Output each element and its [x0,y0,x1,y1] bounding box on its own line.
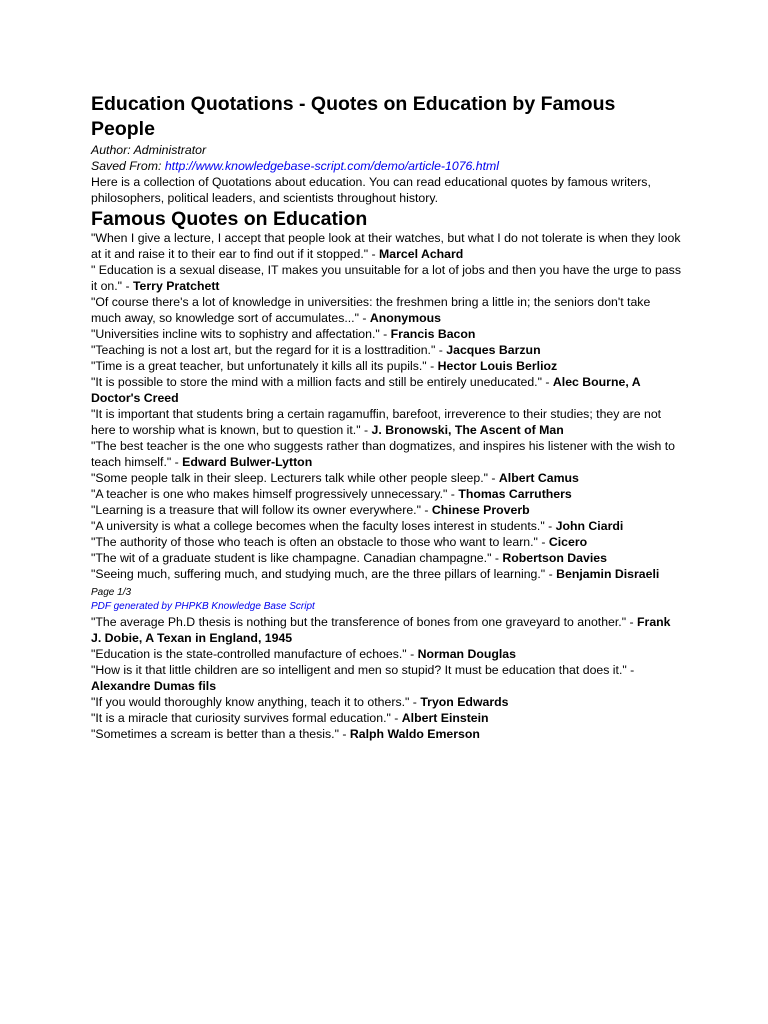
quote-author: Norman Douglas [417,647,516,661]
quote-author: Cicero [548,535,588,549]
quote-author: Robertson Davies [502,551,607,565]
saved-from-link[interactable]: http://www.knowledgebase-script.com/demo/article-1076.html [164,159,500,173]
quote-text: "The authority of those who teach is often an obstacle to those who want to learn." - [91,535,549,549]
quote-author: Terry Pratchett [132,279,220,293]
generated-by-note: PDF generated by PHPKB Knowledge Base Script [91,601,315,612]
quote-item [91,406,681,438]
saved-from-line [91,158,681,174]
quote-item [91,726,681,742]
quote-author: Ralph Waldo Emerson [349,727,480,741]
quote-author: Marcel Achard [379,247,464,261]
quote-text: "Some people talk in their sleep. Lecturers talk while other people sleep." - [91,471,499,485]
quote-item [91,326,681,342]
quote-text: "If you would thoroughly know anything, teach it to others." - [91,695,421,709]
quote-item [91,294,681,326]
quote-text: "The wit of a graduate student is like champagne. Canadian champagne." - [91,551,503,565]
page-footer [91,586,681,614]
document-content [91,92,681,742]
quote-author: Anonymous [369,311,441,325]
quote-author: Frank J. Dobie, A Texan in England, 1945 [91,615,671,645]
quote-author: Thomas Carruthers [458,487,572,501]
page-title: Education Quotations - Quotes on Education by Famous People [91,93,616,140]
quote-author: Albert Camus [498,471,579,485]
quote-list-page-1 [91,230,681,582]
quote-text: "Universities incline wits to sophistry and affectation." - [91,327,391,341]
quote-author: Edward Bulwer-Lytton [182,455,313,469]
quote-text: "A university is what a college becomes when the faculty loses interest in students." - [91,519,556,533]
quote-author: Hector Louis Berlioz [437,359,558,373]
quote-item [91,502,681,518]
quote-item [91,534,681,550]
quote-text: "When I give a lecture, I accept that people look at their watches, but what I do not tolerate is when they look at it and raise it to their ear to find out if it stopped." - [91,231,681,261]
quote-item [91,342,681,358]
saved-from-label: Saved From: [91,159,165,173]
quote-text: "Time is a great teacher, but unfortunately it kills all its pupils." - [91,359,438,373]
quote-author: Alec Bourne, A Doctor's Creed [91,375,641,405]
quote-list-page-2 [91,614,681,742]
quote-author: Benjamin Disraeli [556,567,660,581]
quote-text: "It is important that students bring a certain ragamuffin, barefoot, irreverence to their studies; they are not here to worship what is known, but to question it." - [91,407,662,437]
quote-item [91,694,681,710]
author-line: Author: Administrator [91,143,207,157]
quote-item [91,486,681,502]
quote-text: "Teaching is not a lost art, but the regard for it is a losttradition." - [91,343,447,357]
quote-text: " Education is a sexual disease, IT makes you unsuitable for a lot of jobs and then you have the urge to pass it on." - [91,263,681,293]
quote-text: "Sometimes a scream is better than a thesis." - [91,727,350,741]
quote-author: Tryon Edwards [420,695,509,709]
quote-text: "The best teacher is the one who suggests rather than dogmatizes, and inspires his listener with the wish to teach himself." - [91,439,676,469]
quote-item [91,614,681,646]
quote-text: "It is a miracle that curiosity survives formal education." - [91,711,402,725]
quote-author: Chinese Proverb [431,503,530,517]
quote-author: J. Bronowski, The Ascent of Man [371,423,564,437]
quote-text: "The average Ph.D thesis is nothing but the transference of bones from one graveyard to another." - [91,615,638,629]
quote-item [91,710,681,726]
quote-item [91,230,681,262]
quote-item [91,518,681,534]
quote-item [91,438,681,470]
quote-author: Albert Einstein [401,711,489,725]
quote-item [91,470,681,486]
quote-item [91,662,681,694]
quote-text: "How is it that little children are so intelligent and men so stupid? It must be education that does it." - [91,663,635,677]
page-number: Page 1/3 [91,587,132,598]
quote-text: "It is possible to store the mind with a million facts and still be entirely uneducated." - [91,375,553,389]
quote-text: "Learning is a treasure that will follow its owner everywhere." - [91,503,432,517]
quote-author: Alexandre Dumas fils [91,679,217,693]
quote-text: "Of course there's a lot of knowledge in universities: the freshmen bring a little in; the seniors don't take much away, so knowledge sort of accumulates..." - [91,295,651,325]
quote-text: "A teacher is one who makes himself progressively unnecessary." - [91,487,459,501]
quote-item [91,566,681,582]
quote-text: "Seeing much, suffering much, and studying much, are the three pillars of learning." - [91,567,557,581]
intro-line-1: Here is a collection of Quotations about education. You can read educational quotes by famous writers, [91,175,651,189]
quote-item [91,646,681,662]
quote-item [91,262,681,294]
quote-item [91,374,681,406]
quote-item [91,358,681,374]
quote-item [91,550,681,566]
intro-line-2: philosophers, political leaders, and scientists throughout history. [91,191,439,205]
quote-author: Francis Bacon [390,327,476,341]
quote-author: John Ciardi [555,519,624,533]
section-heading: Famous Quotes on Education [91,208,368,230]
quote-text: "Education is the state-controlled manufacture of echoes." - [91,647,418,661]
quote-author: Jacques Barzun [446,343,541,357]
